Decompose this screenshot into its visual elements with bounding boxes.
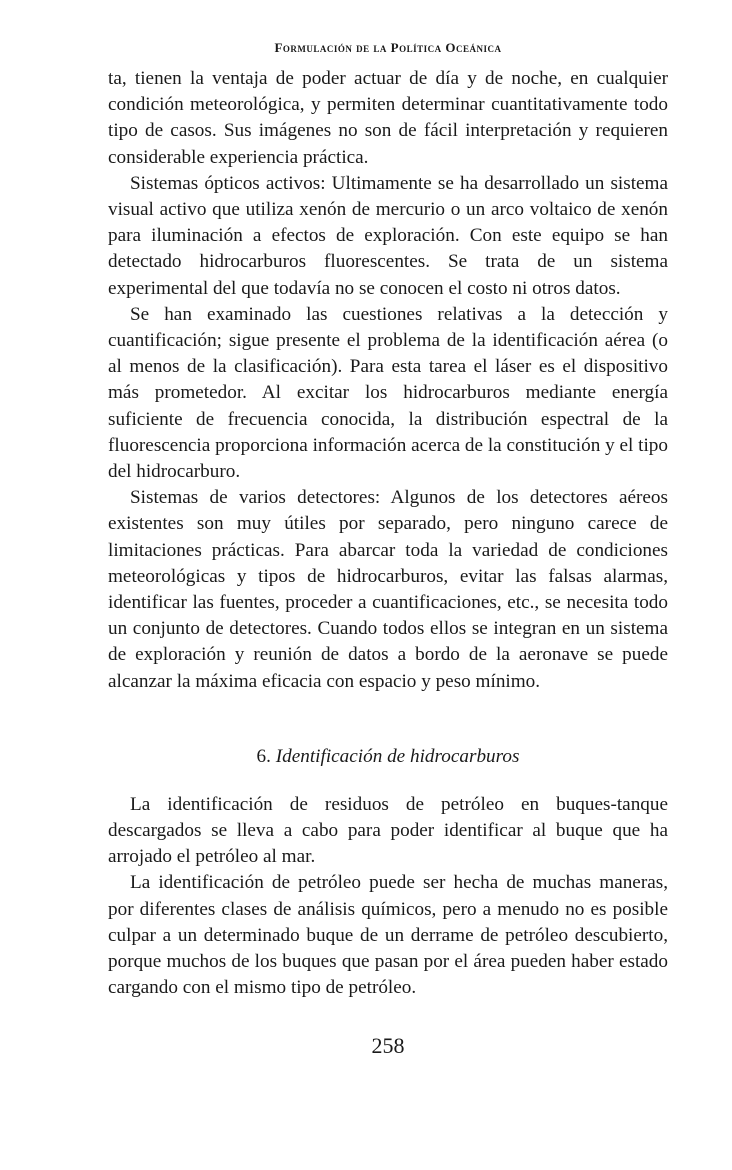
paragraph-continuation: ta, tienen la ventaja de poder actuar de día y de noche, en cualquier condición meteorológica, y permiten determinar cuantitativamente todo tipo de casos. Sus imágenes no son de fácil interpretación y requieren considerable experiencia práctica. <box>108 68 668 168</box>
section-title: Identificación de hidrocarburos <box>275 745 520 767</box>
paragraph-identification-methods: La identificación de petróleo puede ser hecha de muchas maneras, por diferentes clases de análisis químicos, pero a menudo no es posible culpar a un determinado buque de un derrame de petróleo descubierto, porque muchos de los buques que pasan por el área pueden haber estado cargando con el mismo tipo de petróleo. <box>108 872 668 999</box>
paragraph-identification-intro: La identificación de residuos de petróleo en buques-tanque descargados se lleva a cabo para poder identificar al buque que ha arrojado el petróleo al mar. <box>108 793 668 868</box>
section-heading <box>108 744 668 770</box>
section-number: 6. <box>256 745 271 767</box>
page-number: 258 <box>371 1032 405 1058</box>
running-head: Formulación de la Política Oceánica <box>274 40 502 55</box>
paragraph-detection-quantification: Se han examinado las cuestiones relativas a la detección y cuantificación; sigue presente el problema de la identificación aérea (o al menos de la clasificación). Para esta tarea el láser es el dispositivo más prometedor. Al excitar los hidrocarburos mediante energía suficiente de frecuencia conocida, la distribución espectral de la fluorescencia proporciona información acerca de la constitución y el tipo del hidrocarburo. <box>108 303 668 483</box>
document-page <box>108 40 668 1059</box>
paragraph-multi-detector-systems: Sistemas de varios detectores: Algunos de los detectores aéreos existentes son muy útiles por separado, pero ninguno carece de limitaciones prácticas. Para abarcar toda la variedad de condiciones meteorológicas y tipos de hidrocarburos, evitar las falsas alarmas, identificar las fuentes, proceder a cuantificaciones, etc., se necesita todo un conjunto de detectores. Cuando todos ellos se integran en un sistema de exploración y reunión de datos a bordo de la aeronave se puede alcanzar la máxima eficacia con espacio y peso mínimo. <box>108 487 668 692</box>
paragraph-active-optical-systems: Sistemas ópticos activos: Ultimamente se ha desarrollado un sistema visual activo que utiliza xenón de mercurio o un arco voltaico de xenón para iluminación a efectos de exploración. Con este equipo se han detectado hidrocarburos fluorescentes. Se trata de un sistema experimental del que todavía no se conocen el costo ni otros datos. <box>108 172 668 299</box>
